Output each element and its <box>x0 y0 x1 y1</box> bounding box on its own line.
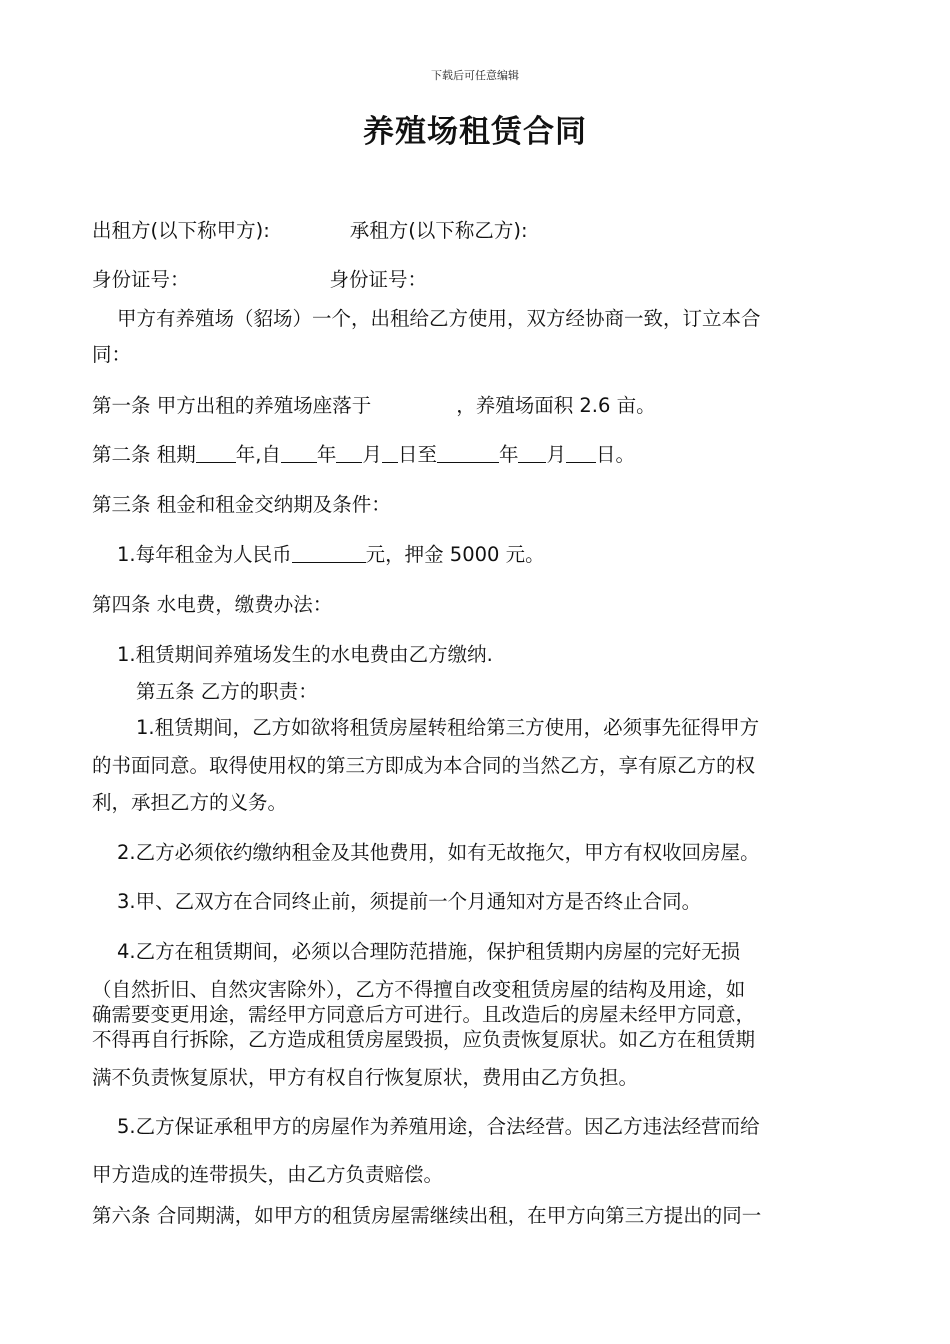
parties-line <box>92 219 528 243</box>
article-5-item-4-line-1: 4.乙方在租赁期间，必须以合理防范措施，保护租赁期内房屋的完好无损 <box>117 940 741 963</box>
blank-end-day <box>566 443 596 463</box>
article-5-item-4-line-3: 确需要变更用途，需经甲方同意后方可进行。且改造后的房屋未经甲方同意， <box>92 1003 756 1026</box>
lessee-label: 承租方(以下称乙方): <box>349 219 528 242</box>
blank-rent-amount <box>292 543 366 563</box>
blank-end-month <box>518 443 546 463</box>
rent-text-b: 元，押金 5000 元。 <box>365 543 545 566</box>
article-2 <box>92 443 635 467</box>
id-label-lessee: 身份证号： <box>329 268 428 291</box>
article-2-text-f: 年 <box>498 443 519 466</box>
id-label-lessor: 身份证号： <box>92 268 190 291</box>
article-5-item-4-line-5: 满不负责恢复原状，甲方有权自行恢复原状，费用由乙方负担。 <box>92 1066 639 1089</box>
article-1-part-2: ，养殖场面积 2.6 亩。 <box>456 394 656 417</box>
header-note: 下载后可任意编辑 <box>431 69 519 82</box>
article-5-item-4-line-2: （自然折旧、自然灾害除外），乙方不得擅自改变租赁房屋的结构及用途，如 <box>92 978 746 1001</box>
lessor-label: 出租方(以下称甲方): <box>92 219 270 242</box>
article-2-text-e: 日至 <box>397 443 437 466</box>
article-5-item-1-line-2: 的书面同意。取得使用权的第三方即成为本合同的当然乙方，享有原乙方的权 <box>92 754 756 777</box>
article-5-item-2: 2.乙方必须依约缴纳租金及其他费用，如有无故拖欠，甲方有权收回房屋。 <box>117 841 760 864</box>
article-5-item-4-line-4: 不得再自行拆除，乙方造成租赁房屋毁损，应负责恢复原状。如乙方在租赁期 <box>92 1028 756 1051</box>
article-5-item-5-line-1: 5.乙方保证承租甲方的房屋作为养殖用途，合法经营。因乙方违法经营而给 <box>117 1115 760 1138</box>
rent-text-a: 1.每年租金为人民币 <box>117 543 292 566</box>
contract-title: 养殖场租赁合同 <box>363 114 587 150</box>
article-2-text-b: 年,自 <box>235 443 281 466</box>
article-5-item-3: 3.甲、乙双方在合同终止前，须提前一个月通知对方是否终止合同。 <box>117 890 702 913</box>
article-5-item-5-line-2: 甲方造成的连带损失，由乙方负责赔偿。 <box>92 1163 444 1186</box>
article-5-heading: 第五条 乙方的职责： <box>136 680 318 703</box>
article-1 <box>92 394 656 418</box>
blank-years <box>196 443 236 463</box>
blank-start-month <box>336 443 362 463</box>
blank-end-year <box>437 443 499 463</box>
article-2-text-g: 月 <box>546 443 566 466</box>
article-4-item-1: 1.租赁期间养殖场发生的水电费由乙方缴纳. <box>117 643 493 666</box>
blank-start-day <box>382 443 398 463</box>
article-5-item-1-line-3: 利，承担乙方的义务。 <box>92 791 288 814</box>
article-6-line-1: 第六条 合同期满，如甲方的租赁房屋需继续出租，在甲方向第三方提出的同一 <box>92 1204 762 1227</box>
id-line <box>92 268 427 292</box>
article-1-part-1: 第一条 甲方出租的养殖场座落于 <box>92 394 372 417</box>
blank-start-year <box>281 443 317 463</box>
article-2-text-d: 月 <box>362 443 382 466</box>
article-4-heading: 第四条 水电费，缴费办法： <box>92 593 333 616</box>
article-5-item-1-line-1: 1.租赁期间，乙方如欲将租赁房屋转租给第三方使用，必须事先征得甲方 <box>136 716 760 739</box>
article-3-item-1 <box>117 543 545 567</box>
article-3-heading: 第三条 租金和租金交纳期及条件： <box>92 493 391 516</box>
article-2-text-c: 年 <box>316 443 337 466</box>
article-2-text-h: 日。 <box>595 443 635 466</box>
intro-line-1: 甲方有养殖场（貂场）一个，出租给乙方使用，双方经协商一致，订立本合 <box>117 307 761 330</box>
article-2-text-a: 第二条 租期 <box>92 443 196 466</box>
intro-line-2: 同： <box>92 343 132 366</box>
